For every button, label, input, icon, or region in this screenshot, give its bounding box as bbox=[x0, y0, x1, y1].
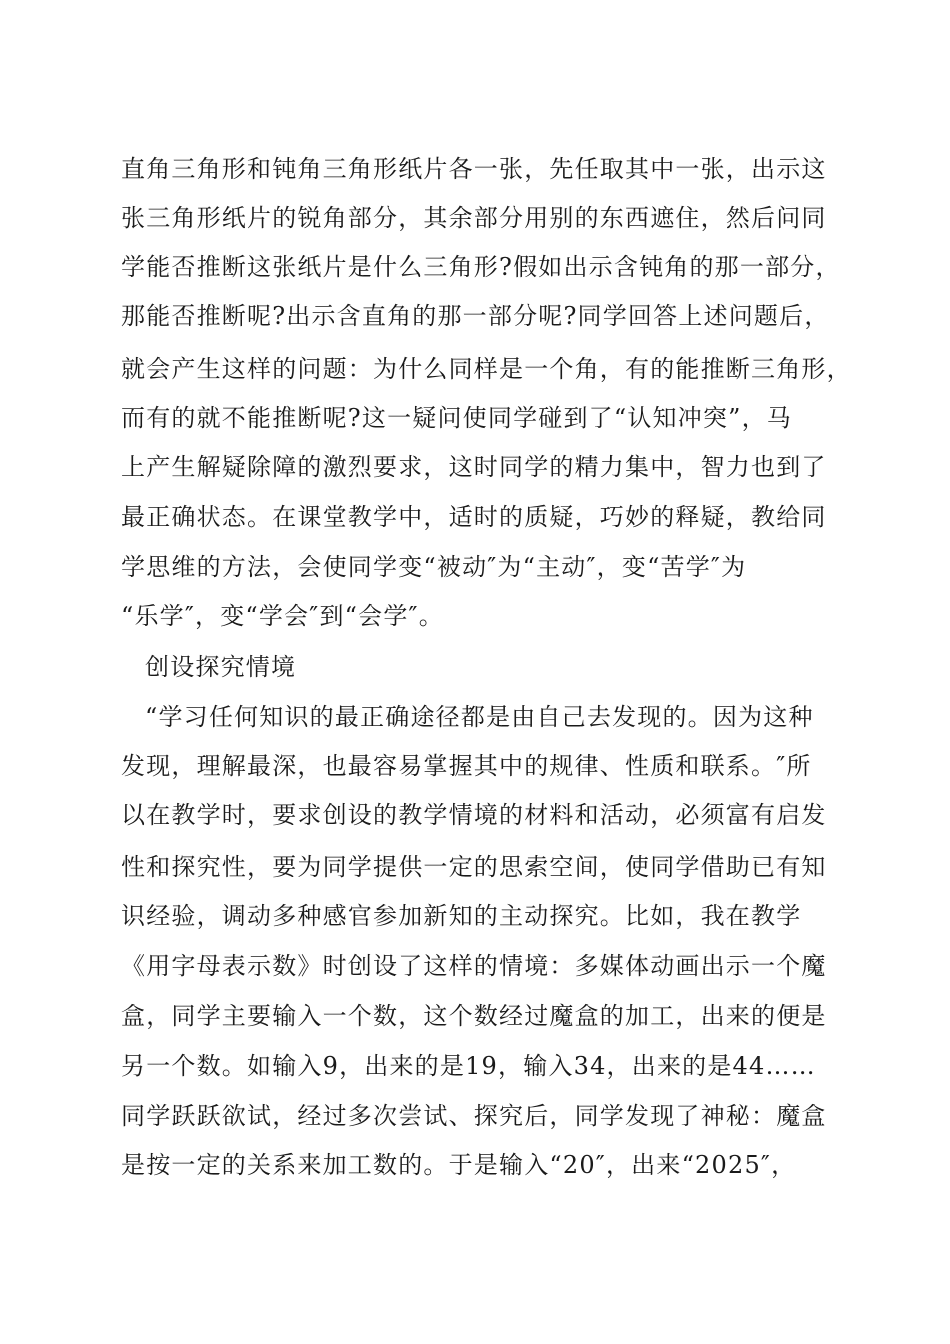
text-line: 识经验，调动多种感官参加新知的主动探究。比如，我在教学 bbox=[121, 902, 802, 930]
text-line: 性和探究性，要为同学提供一定的思索空间，使同学借助已有知 bbox=[121, 853, 827, 881]
text-line: 《用字母表示数》时创设了这样的情境：多媒体动画出示一个魔 bbox=[121, 952, 827, 980]
text-line: 那能否推断呢?出示含直角的那一部分呢?同学回答上述问题后， bbox=[121, 302, 830, 330]
text-line: 是按一定的关系来加工数的。于是输入“20″，出来“2025″， bbox=[121, 1151, 797, 1179]
text-line: 上产生解疑除障的激烈要求，这时同学的精力集中，智力也到了 bbox=[121, 453, 827, 481]
section-heading: 创设探究情境 bbox=[145, 653, 297, 681]
text-line: 张三角形纸片的锐角部分，其余部分用别的东西遮住，然后问同 bbox=[121, 204, 827, 232]
text-line: 而有的就不能推断呢?这一疑问使同学碰到了“认知冲突”，马 bbox=[121, 404, 793, 432]
text-line: 发现，理解最深，也最容易掌握其中的规律、性质和联系。″所 bbox=[121, 752, 812, 780]
text-line: 以在教学时，要求创设的教学情境的材料和活动，必须富有启发 bbox=[121, 801, 827, 829]
text-line: 盒，同学主要输入一个数，这个数经过魔盒的加工，出来的便是 bbox=[121, 1002, 827, 1030]
text-line: 同学跃跃欲试，经过多次尝试、探究后，同学发现了神秘：魔盒 bbox=[121, 1102, 827, 1130]
text-line: 学能否推断这张纸片是什么三角形?假如出示含钝角的那一部分， bbox=[121, 253, 841, 281]
text-line: 就会产生这样的问题：为什么同样是一个角，有的能推断三角形， bbox=[121, 355, 852, 383]
text-line: 学思维的方法，会使同学变“被动″为“主动″，变“苦学″为 bbox=[121, 553, 747, 581]
text-line: “乐学″，变“学会″到“会学″。 bbox=[121, 602, 444, 630]
text-line: 最正确状态。在课堂教学中，适时的质疑，巧妙的释疑，教给同 bbox=[121, 503, 827, 531]
text-line: 直角三角形和钝角三角形纸片各一张，先任取其中一张，出示这 bbox=[121, 155, 827, 183]
text-line: “学习任何知识的最正确途径都是由自己去发现的。因为这种 bbox=[145, 703, 814, 731]
text-line: 另一个数。如输入9，出来的是19，输入34，出来的是44…… bbox=[121, 1052, 816, 1080]
